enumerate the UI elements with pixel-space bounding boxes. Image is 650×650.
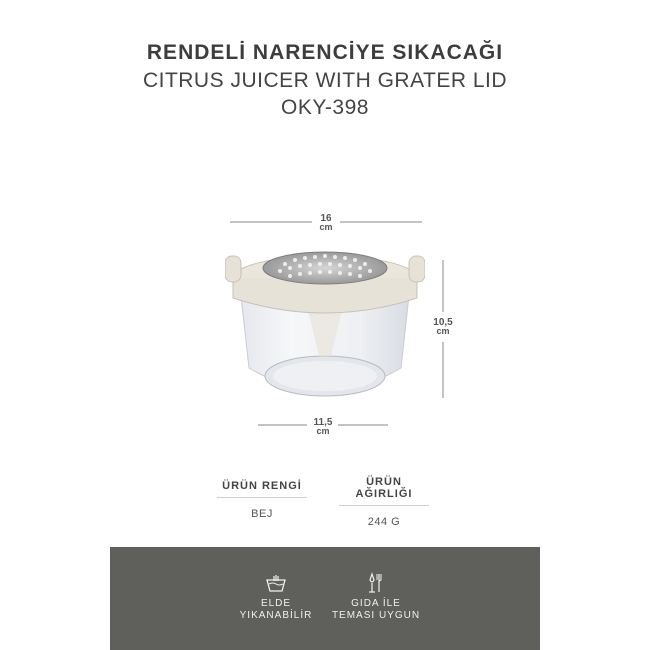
width-unit: cm: [319, 222, 333, 232]
height-value: 10,5: [433, 317, 453, 328]
feature-hand-wash-line1: ELDE: [260, 598, 292, 609]
product-title-english: CITRUS JUICER WITH GRATER LID: [142, 69, 508, 92]
base-value: 11,5: [313, 417, 333, 428]
base-dimension: [307, 418, 339, 436]
spec-weight-label: ÜRÜN AĞIRLIĞI: [339, 476, 429, 506]
food-safe-icon: [365, 572, 387, 594]
spec-color-value: BEJ: [251, 508, 273, 520]
height-unit: cm: [436, 326, 450, 336]
spec-weight: [329, 476, 439, 528]
feature-hand-wash-line2: YIKANABİLİR: [239, 610, 313, 621]
title-block: [0, 40, 650, 121]
feature-food-safe: [316, 572, 436, 622]
width-dimension: [311, 214, 341, 232]
spec-color-label: ÜRÜN RENGİ: [217, 480, 307, 498]
spec-color: [207, 476, 317, 520]
features-footer: [110, 547, 540, 650]
product-image: [225, 238, 425, 408]
feature-food-safe-line2: TEMASI UYGUN: [331, 610, 421, 621]
base-unit: cm: [316, 426, 330, 436]
spec-weight-value: 244 G: [367, 516, 401, 528]
product-code: OKY-398: [281, 96, 369, 119]
width-value: 16: [320, 213, 332, 224]
height-dimension: [428, 318, 458, 336]
product-title-turkish: RENDELİ NARENCİYE SIKACAĞI: [146, 41, 504, 64]
hand-wash-icon: [265, 572, 287, 594]
feature-food-safe-line1: GIDA İLE: [351, 598, 401, 609]
